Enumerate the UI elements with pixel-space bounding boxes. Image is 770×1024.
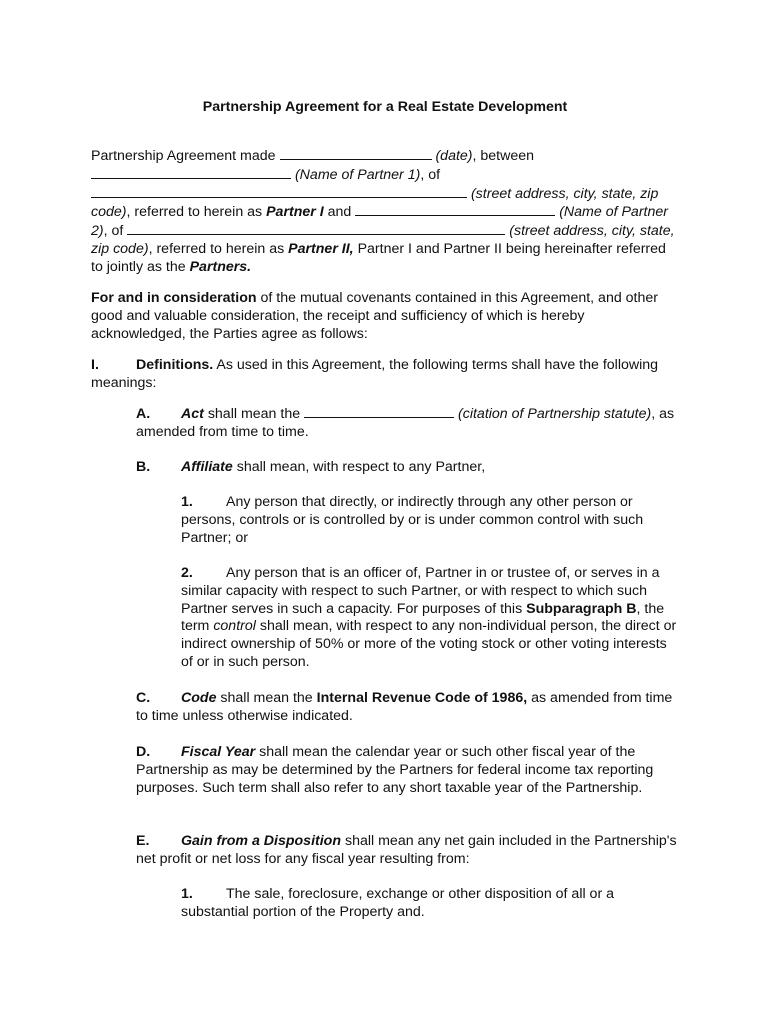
definition-label: D. [136,744,151,760]
consideration-paragraph [91,290,681,343]
section-intro-text: As used in this Agreement, the following terms shall have the following meanings: [91,357,659,391]
disposition-clause-1 [181,886,681,922]
definition-post: as amended from time to time unless otherwise indicated. [136,690,673,724]
definition-label: C. [136,690,151,706]
definition-label: A. [136,406,151,422]
partner2-name-blank[interactable] [355,203,555,216]
clause-text-3: shall mean, with respect to any non-individual person, the direct or indirect ownership of 50% or more of the voting stock or other voting interests of or in such person. [181,618,677,670]
statute-citation-hint: (citation of Partnership statute) [458,406,652,422]
date-blank[interactable] [280,147,432,160]
irc-reference: Internal Revenue Code of 1986, [316,690,528,706]
definition-term: Gain from a Disposition [181,833,342,849]
statute-citation-blank[interactable] [304,405,454,418]
intro-being: Partner I and Partner II being hereinafter referred to jointly as the [91,240,666,275]
definition-pre: shall mean the [207,406,301,422]
subparagraph-reference: Subparagraph B [526,600,637,617]
partner2-address-blank[interactable] [127,222,505,235]
definition-gain-from-disposition [136,833,681,869]
definition-pre: shall mean the [220,690,313,706]
definition-post: , as amended from time to time. [136,406,675,440]
control-term: control [213,618,256,635]
section-definitions [91,357,681,393]
intro-of-2: , of [103,223,124,240]
partners-term: Partners. [189,258,252,275]
clause-label: 2. [181,565,193,581]
partner1-address-blank[interactable] [91,185,467,198]
clause-text-2: , the term [181,600,665,635]
definition-code [136,690,681,726]
definition-label: E. [136,833,150,849]
definition-label: B. [136,459,151,475]
clause-text-1: Any person that is an officer of, Partner in or trustee of, or serves in a similar capacity with respect to such Partner, or with respect to which such Partner serves in such a capacity. For purposes of this [181,565,660,617]
partner1-address-hint: (street address, city, state, zip code) [91,185,659,221]
definition-term: Act [181,406,204,422]
definition-fiscal-year [136,744,681,797]
partner1-name-blank[interactable] [91,166,291,179]
definition-act [136,405,681,442]
definition-term: Affiliate [181,459,233,475]
partner2-name-hint: (Name of Partner 2) [91,204,668,240]
intro-referred-2: , referred to herein as [148,240,285,257]
consideration-text: of the mutual covenants contained in this Agreement, and other good and valuable consideration, the receipt and sufficiency of which is hereby acknowledged, the Parties agree as follows: [91,290,659,342]
clause-text: The sale, foreclosure, exchange or other disposition of all or a substantial portion of the Property and. [181,886,615,920]
clause-label: 1. [181,886,193,902]
intro-of-1: , of [420,166,441,183]
definition-text: shall mean, with respect to any Partner, [236,459,486,475]
date-hint: (date) [435,148,473,164]
definition-term: Code [181,690,217,706]
partner1-name-hint: (Name of Partner 1) [294,166,421,183]
consideration-lead: For and in consideration [91,290,257,306]
section-number: I. [91,357,99,373]
partner2-address-hint: (street address, city, state, zip code) [91,223,675,257]
intro-between: , between [472,148,535,164]
clause-text: Any person that directly, or indirectly through any other person or persons, controls or is controlled by or is under common control with such Partner; or [181,494,644,546]
definition-text: shall mean the calendar year or such other fiscal year of the Partnership as may be determined by the Partners for federal income tax reporting purposes. Such term shall also refer to any short taxable year of the Partnership. [136,744,654,796]
partner-ii-term: Partner II, [288,240,354,257]
intro-paragraph [91,147,681,277]
clause-label: 1. [181,494,193,510]
definition-text: shall mean any net gain included in the Partnership's net profit or net loss for any fiscal year resulting from: [136,833,677,867]
affiliate-clause-2 [181,565,681,672]
affiliate-clause-1 [181,494,681,547]
document-title: Partnership Agreement for a Real Estate Development [202,99,568,115]
definition-term: Fiscal Year [181,744,256,760]
partner-i-term: Partner I [266,204,324,221]
definition-affiliate [136,459,681,477]
section-heading: Definitions. [136,357,214,373]
intro-referred-1: , referred to herein as [126,204,263,221]
intro-and: and [327,204,352,221]
intro-made: Partnership Agreement made [91,148,276,164]
